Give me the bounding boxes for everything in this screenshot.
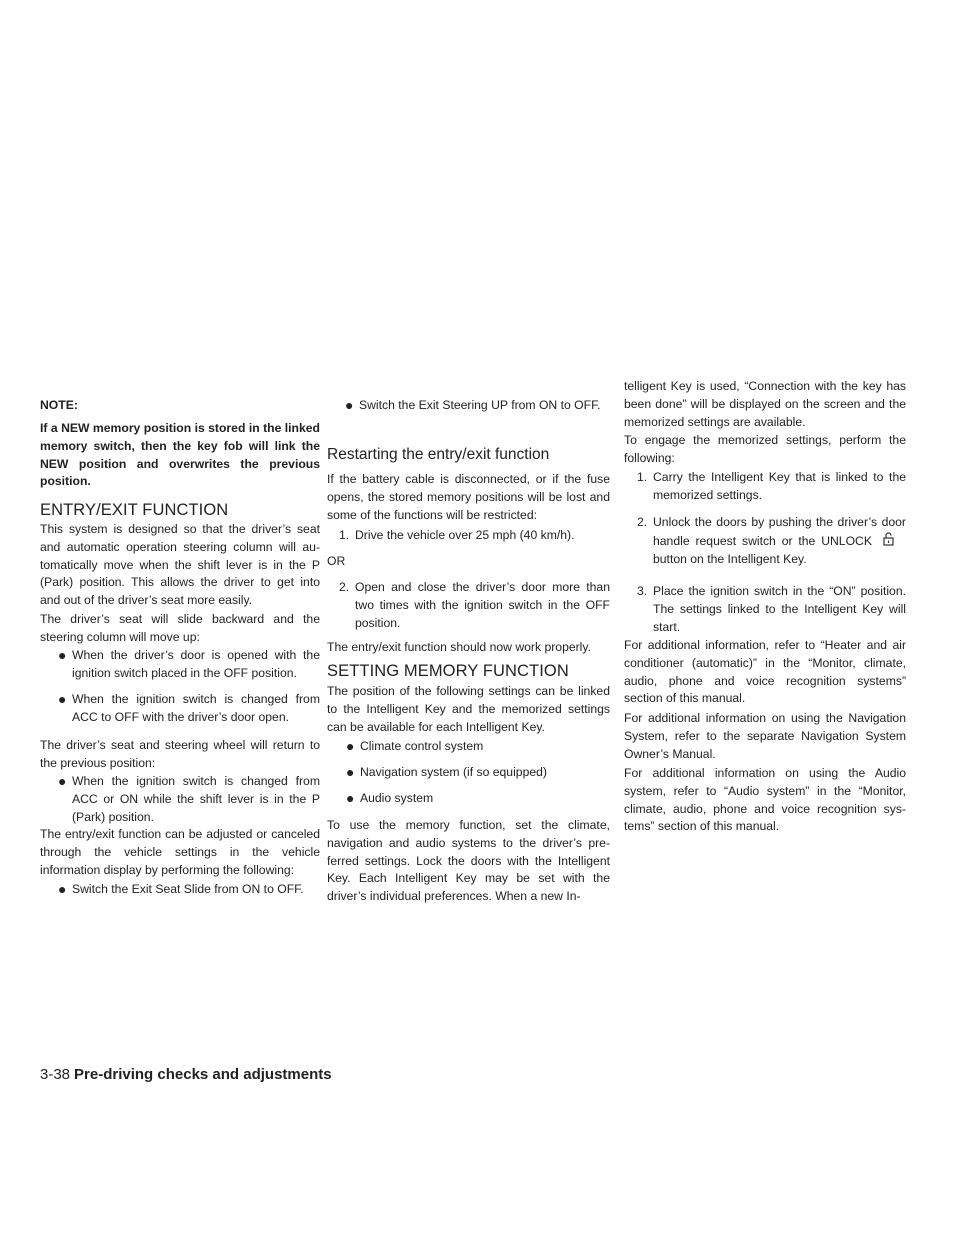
numbered-step: 2. Unlock the doors by pushing the driver’s door handle request switch or the UNLOCKbutton on the Intelligent Key. xyxy=(637,515,906,566)
paragraph: This system is designed so that the driver’s seat and automatic operation steering column will automatically move when the shift lever is in the P (Park) position. This allows the driver to get into and out of the driver’s seat more easily. xyxy=(40,522,320,608)
bullet-icon: ● xyxy=(58,773,67,789)
paragraph: If the battery cable is disconnected, or if the fuse opens, the stored memory positions will be lost and some of the functions will be restricted: xyxy=(327,472,610,522)
list-item: ● Navigation system (if so equipped) xyxy=(346,764,547,780)
page-footer xyxy=(40,1065,332,1085)
paragraph: For additional information on using the Audio system, refer to “Audio system” in the “Monitor, climate, audio, phone and voice recognition systems” section of this manual. xyxy=(624,766,906,834)
numbered-step: 2. Open and close the driver’s door more than two times with the ignition switch in the OFF position. xyxy=(339,580,610,630)
bullet-icon: ● xyxy=(346,738,355,754)
step-number: 2. xyxy=(637,515,648,529)
paragraph: The position of the following settings can be linked to the Intelligent Key and the memorized settings can be available for each Intelligent Key. xyxy=(327,684,610,734)
list-item: ● Switch the Exit Seat Slide from ON to OFF. xyxy=(58,881,304,897)
list-item: ● Climate control system xyxy=(346,738,484,754)
or-label: OR xyxy=(327,554,346,568)
step-number: 1. xyxy=(339,528,350,542)
bullet-icon: ● xyxy=(346,790,355,806)
subheading-restarting: Restarting the entry/exit function xyxy=(327,446,550,463)
paragraph: The driver’s seat will slide backward and the steering column will move up: xyxy=(40,612,320,644)
bullet-icon: ● xyxy=(346,764,355,780)
bullet-icon: ● xyxy=(58,647,67,663)
paragraph: telligent Key is used, “Connection with the key has been done” will be displayed on the screen and the memorized settings are available. xyxy=(624,379,906,429)
section-title: Pre-driving checks and adjustments xyxy=(74,1066,332,1083)
list-item: ● When the driver’s door is opened with the ignition switch placed in the OFF position. xyxy=(58,647,320,680)
unlock-key-icon xyxy=(878,532,900,546)
bullet-icon: ● xyxy=(58,881,67,897)
step-number: 2. xyxy=(339,580,350,594)
numbered-step: 1. Drive the vehicle over 25 mph (40 km/h). xyxy=(339,527,610,545)
list-item: ● Switch the Exit Steering UP from ON to OFF. xyxy=(345,397,601,413)
paragraph: To engage the memorized settings, perform the following: xyxy=(624,433,906,465)
paragraph: For additional information, refer to “Heater and air conditioner (automatic)” in the “Monitor, climate, audio, phone and voice recognition systems” section of this manual. xyxy=(624,638,906,706)
numbered-step: 1. Carry the Intelligent Key that is linked to the memorized settings. xyxy=(637,470,906,502)
paragraph: The entry/exit function should now work properly. xyxy=(327,640,591,654)
list-item: ● Audio system xyxy=(346,790,434,806)
section-heading-entry-exit: ENTRY/EXIT FUNCTION xyxy=(40,501,229,519)
paragraph: For additional information on using the Navigation System, refer to the separate Navigation System Owner’s Manual. xyxy=(624,711,906,761)
page-number: 3-38 xyxy=(40,1066,71,1083)
paragraph: The entry/exit function can be adjusted or canceled through the vehicle settings in the vehicle information display by performing the following: xyxy=(40,827,320,877)
paragraph: To use the memory function, set the climate, navigation and audio systems to the driver’s preferred settings. Lock the doors with the Intelligent Key. Each Intelligent Key may be set with the driver’s individual preferences. When a new In- xyxy=(327,818,610,904)
numbered-step: 3. Place the ignition switch in the “ON” position. The settings linked to the Intelligent Key will start. xyxy=(637,584,906,634)
paragraph: The driver’s seat and steering wheel will return to the previous position: xyxy=(40,738,320,770)
section-heading-setting-memory: SETTING MEMORY FUNCTION xyxy=(327,662,569,680)
note-body: If a NEW memory position is stored in the linked memory switch, then the key fob will link the NEW position and overwrites the previous position. xyxy=(40,421,320,489)
step-number: 3. xyxy=(637,584,648,598)
list-item: ● When the ignition switch is changed from ACC or ON while the shift lever is in the P (Park) position. xyxy=(58,773,320,824)
bullet-icon: ● xyxy=(345,397,354,413)
bullet-icon: ● xyxy=(58,691,67,707)
note-label: NOTE: xyxy=(40,398,78,412)
step-number: 1. xyxy=(637,470,648,484)
list-item: ● When the ignition switch is changed from ACC to OFF with the driver’s door open. xyxy=(58,691,320,724)
